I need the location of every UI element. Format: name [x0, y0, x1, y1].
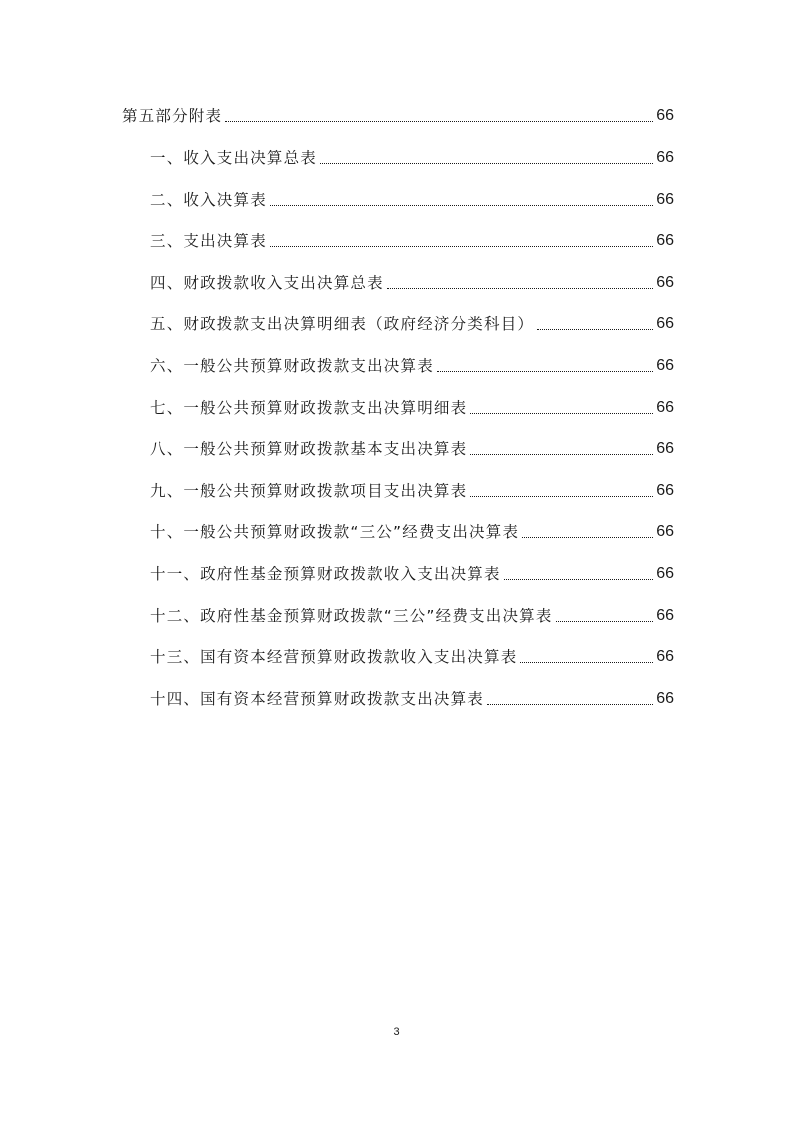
toc-entry-table-5[interactable] — [150, 312, 674, 336]
toc-entry-title: 二、收入决算表 — [150, 191, 267, 209]
toc-entry-page: 66 — [656, 191, 674, 208]
toc-entry-title: 七、一般公共预算财政拨款支出决算明细表 — [150, 399, 468, 417]
toc-entry-page: 66 — [656, 607, 674, 624]
toc-dot-leader — [270, 205, 653, 206]
toc-entry-title: 十一、政府性基金预算财政拨款收入支出决算表 — [150, 565, 501, 583]
toc-entry-table-13[interactable] — [150, 645, 674, 669]
toc-entry-title: 第五部分附表 — [122, 107, 223, 125]
toc-dot-leader — [537, 329, 653, 330]
page-number: 3 — [393, 1026, 400, 1038]
toc-entry-title: 九、一般公共预算财政拨款项目支出决算表 — [150, 482, 468, 500]
toc-entry-table-11[interactable] — [150, 562, 674, 586]
toc-dot-leader — [470, 413, 653, 414]
toc-dot-leader — [387, 288, 653, 289]
toc-entry-title: 八、一般公共预算财政拨款基本支出决算表 — [150, 440, 468, 458]
toc-dot-leader — [487, 704, 653, 705]
toc-entry-page: 66 — [656, 523, 674, 540]
toc-entry-page: 66 — [656, 357, 674, 374]
toc-entry-title: 十二、政府性基金预算财政拨款“三公”经费支出决算表 — [150, 607, 553, 625]
toc-entry-table-12[interactable] — [150, 604, 674, 628]
toc-dot-leader — [556, 621, 654, 622]
toc-dot-leader — [520, 662, 653, 663]
toc-entry-table-4[interactable] — [150, 271, 674, 295]
toc-entry-page: 66 — [656, 274, 674, 291]
toc-entry-page: 66 — [656, 107, 674, 124]
toc-dot-leader — [437, 371, 653, 372]
toc-dot-leader — [504, 579, 654, 580]
toc-entry-table-7[interactable] — [150, 396, 674, 420]
toc-entry-page: 66 — [656, 399, 674, 416]
toc-entry-title: 四、财政拨款收入支出决算总表 — [150, 274, 384, 292]
toc-entry-page: 66 — [656, 149, 674, 166]
toc-entry-title: 六、一般公共预算财政拨款支出决算表 — [150, 357, 434, 375]
toc-entry-page: 66 — [656, 690, 674, 707]
toc-entry-title: 十四、国有资本经营预算财政拨款支出决算表 — [150, 690, 485, 708]
toc-entry-table-1[interactable] — [150, 146, 674, 170]
toc-entry-title: 一、收入支出决算总表 — [150, 149, 318, 167]
toc-entry-title: 十三、国有资本经营预算财政拨款收入支出决算表 — [150, 648, 518, 666]
toc-entry-table-8[interactable] — [150, 437, 674, 461]
toc-entry-title: 十、一般公共预算财政拨款“三公”经费支出决算表 — [150, 523, 520, 541]
toc-entry-page: 66 — [656, 565, 674, 582]
toc-dot-leader — [320, 163, 653, 164]
toc-dot-leader — [470, 496, 653, 497]
toc-dot-leader — [522, 537, 653, 538]
toc-entry-part-5-appendix[interactable] — [122, 104, 674, 128]
toc-entry-table-9[interactable] — [150, 479, 674, 503]
toc-entry-table-10[interactable] — [150, 520, 674, 544]
toc-entry-page: 66 — [656, 648, 674, 665]
toc-entry-table-14[interactable] — [150, 687, 674, 711]
toc-entry-table-2[interactable] — [150, 188, 674, 212]
toc-entry-page: 66 — [656, 440, 674, 457]
toc-entry-page: 66 — [656, 315, 674, 332]
toc-entry-table-3[interactable] — [150, 229, 674, 253]
toc-entry-page: 66 — [656, 232, 674, 249]
toc-entry-title: 三、支出决算表 — [150, 232, 267, 250]
toc-dot-leader — [270, 246, 653, 247]
toc-dot-leader — [470, 454, 653, 455]
toc-entry-page: 66 — [656, 482, 674, 499]
toc-dot-leader — [225, 121, 653, 122]
toc-entry-title: 五、财政拨款支出决算明细表（政府经济分类科目） — [150, 315, 535, 333]
toc-entry-table-6[interactable] — [150, 354, 674, 378]
